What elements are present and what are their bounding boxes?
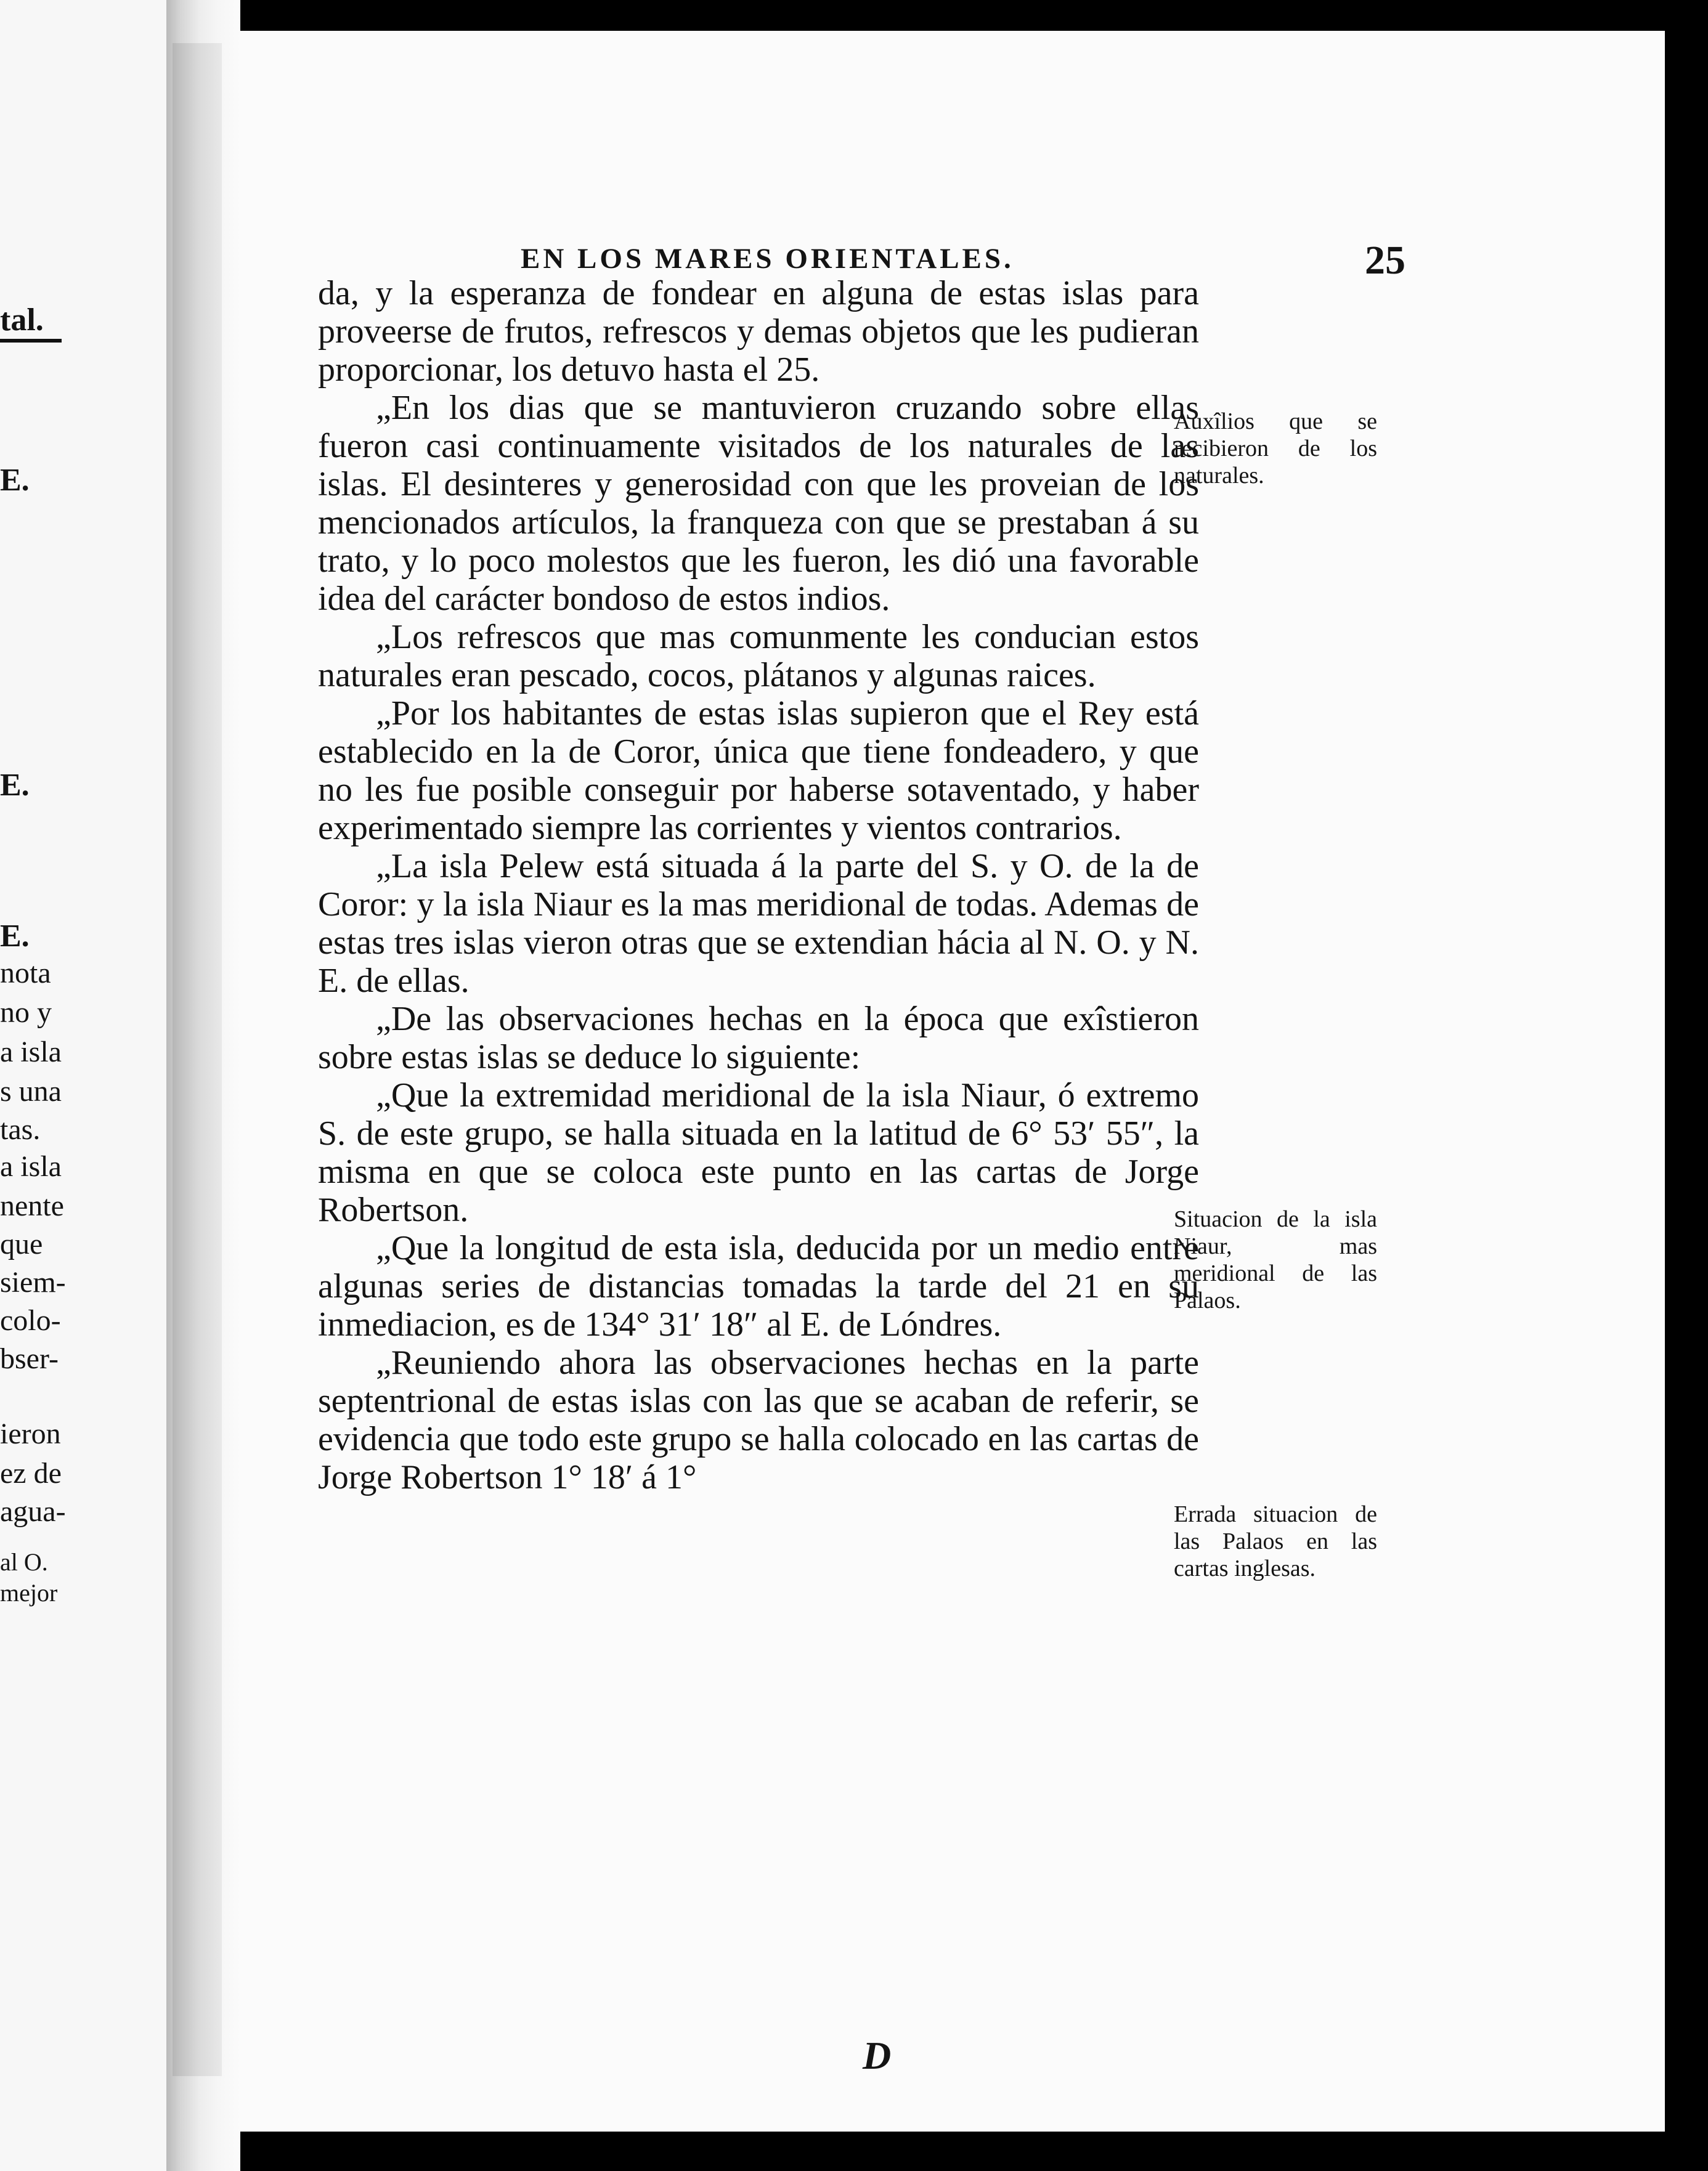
facing-page-text: E. bbox=[0, 919, 30, 954]
facing-page-text: a isla bbox=[0, 1036, 62, 1068]
paragraph: „En los dias que se mantuvieron cruzando sobre ellas fueron casi continuamente visitados de los naturales de las islas. El desinteres y generosidad con que les proveian de los mencionados artículos, la franqueza con que se prestaban á su trato, y lo poco molestos que les fueron, les dió una favorable idea del carácter bondoso de estos indios. bbox=[318, 389, 1199, 618]
facing-page-text: ieron bbox=[0, 1418, 61, 1450]
running-head: EN LOS MARES ORIENTALES. bbox=[521, 243, 1014, 275]
facing-page-text: que bbox=[0, 1228, 43, 1260]
facing-page-text: nota bbox=[0, 957, 51, 989]
body-text bbox=[318, 274, 1199, 1496]
facing-page-text: agua- bbox=[0, 1495, 66, 1528]
facing-page-text: siem- bbox=[0, 1266, 66, 1299]
facing-page-text: a isla bbox=[0, 1150, 62, 1183]
paragraph: „La isla Pelew está situada á la parte del S. y O. de la de Coror: y la isla Niaur es la mas meridional de todas. Ademas de estas tres islas vieron otras que se extendian hácia al N. O. y N. E. de ellas. bbox=[318, 847, 1199, 1000]
facing-page-text: al O. bbox=[0, 1548, 48, 1576]
facing-page-text: ez de bbox=[0, 1457, 62, 1490]
paragraph: „De las observaciones hechas en la época que exîstieron sobre estas islas se deduce lo siguiente: bbox=[318, 1000, 1199, 1076]
margin-note-errada: Errada situacion de las Palaos en las cartas inglesas. bbox=[1174, 1501, 1377, 1581]
page-number: 25 bbox=[1365, 238, 1405, 283]
margin-note-situacion: Situacion de la isla Niaur, mas meridional de las Palaos. bbox=[1174, 1206, 1377, 1313]
facing-page-text: s una bbox=[0, 1075, 62, 1108]
facing-page-text: bser- bbox=[0, 1342, 59, 1375]
paragraph: da, y la esperanza de fondear en alguna de estas islas para proveerse de frutos, refrescos y demas objetos que les pudieran proporcionar, los detuvo hasta el 25. bbox=[318, 274, 1199, 389]
facing-page-text: tas. bbox=[0, 1113, 41, 1146]
facing-page-text: colo- bbox=[0, 1304, 61, 1337]
paragraph: „Por los habitantes de estas islas supieron que el Rey está establecido en la de Coror, única que tiene fondeadero, y que no les fue posible conseguir por haberse sotaventado, y haber experimentado siempre las corrientes y vientos contrarios. bbox=[318, 694, 1199, 847]
catchword: D bbox=[863, 2034, 892, 2077]
paragraph: „Que la extremidad meridional de la isla Niaur, ó extremo S. de este grupo, se halla situada en la latitud de 6° 53′ 55″, la misma en que se coloca este punto en las cartas de Jorge Robertson. bbox=[318, 1076, 1199, 1229]
facing-page-text: E. bbox=[0, 463, 30, 498]
facing-page-text: nente bbox=[0, 1190, 64, 1222]
facing-page-text: E. bbox=[0, 768, 30, 803]
facing-page-text: no y bbox=[0, 996, 52, 1029]
margin-note-auxilios: Auxîlios que se recibieron de los naturales. bbox=[1174, 408, 1377, 489]
scan-border bbox=[1665, 0, 1708, 2171]
paragraph: „Que la longitud de esta isla, deducida por un medio entre algunas series de distancias tomadas la tarde del 21 en su inmediacion, es de 134° 31′ 18″ al E. de Lóndres. bbox=[318, 1229, 1199, 1344]
paragraph: „Los refrescos que mas comunmente les conducian estos naturales eran pescado, cocos, plátanos y algunas raices. bbox=[318, 618, 1199, 694]
gutter-shadow bbox=[173, 43, 222, 2076]
page bbox=[240, 31, 1665, 2132]
facing-page-fragment bbox=[0, 0, 166, 2171]
facing-page-text: mejor bbox=[0, 1579, 58, 1607]
facing-page-text: tal. bbox=[0, 302, 44, 338]
facing-page-rule bbox=[0, 339, 62, 343]
paragraph: „Reuniendo ahora las observaciones hechas en la parte septentrional de estas islas con las que se acaban de referir, se evidencia que todo este grupo se halla colocado en las cartas de Jorge Robertson 1° 18′ á 1° bbox=[318, 1344, 1199, 1496]
